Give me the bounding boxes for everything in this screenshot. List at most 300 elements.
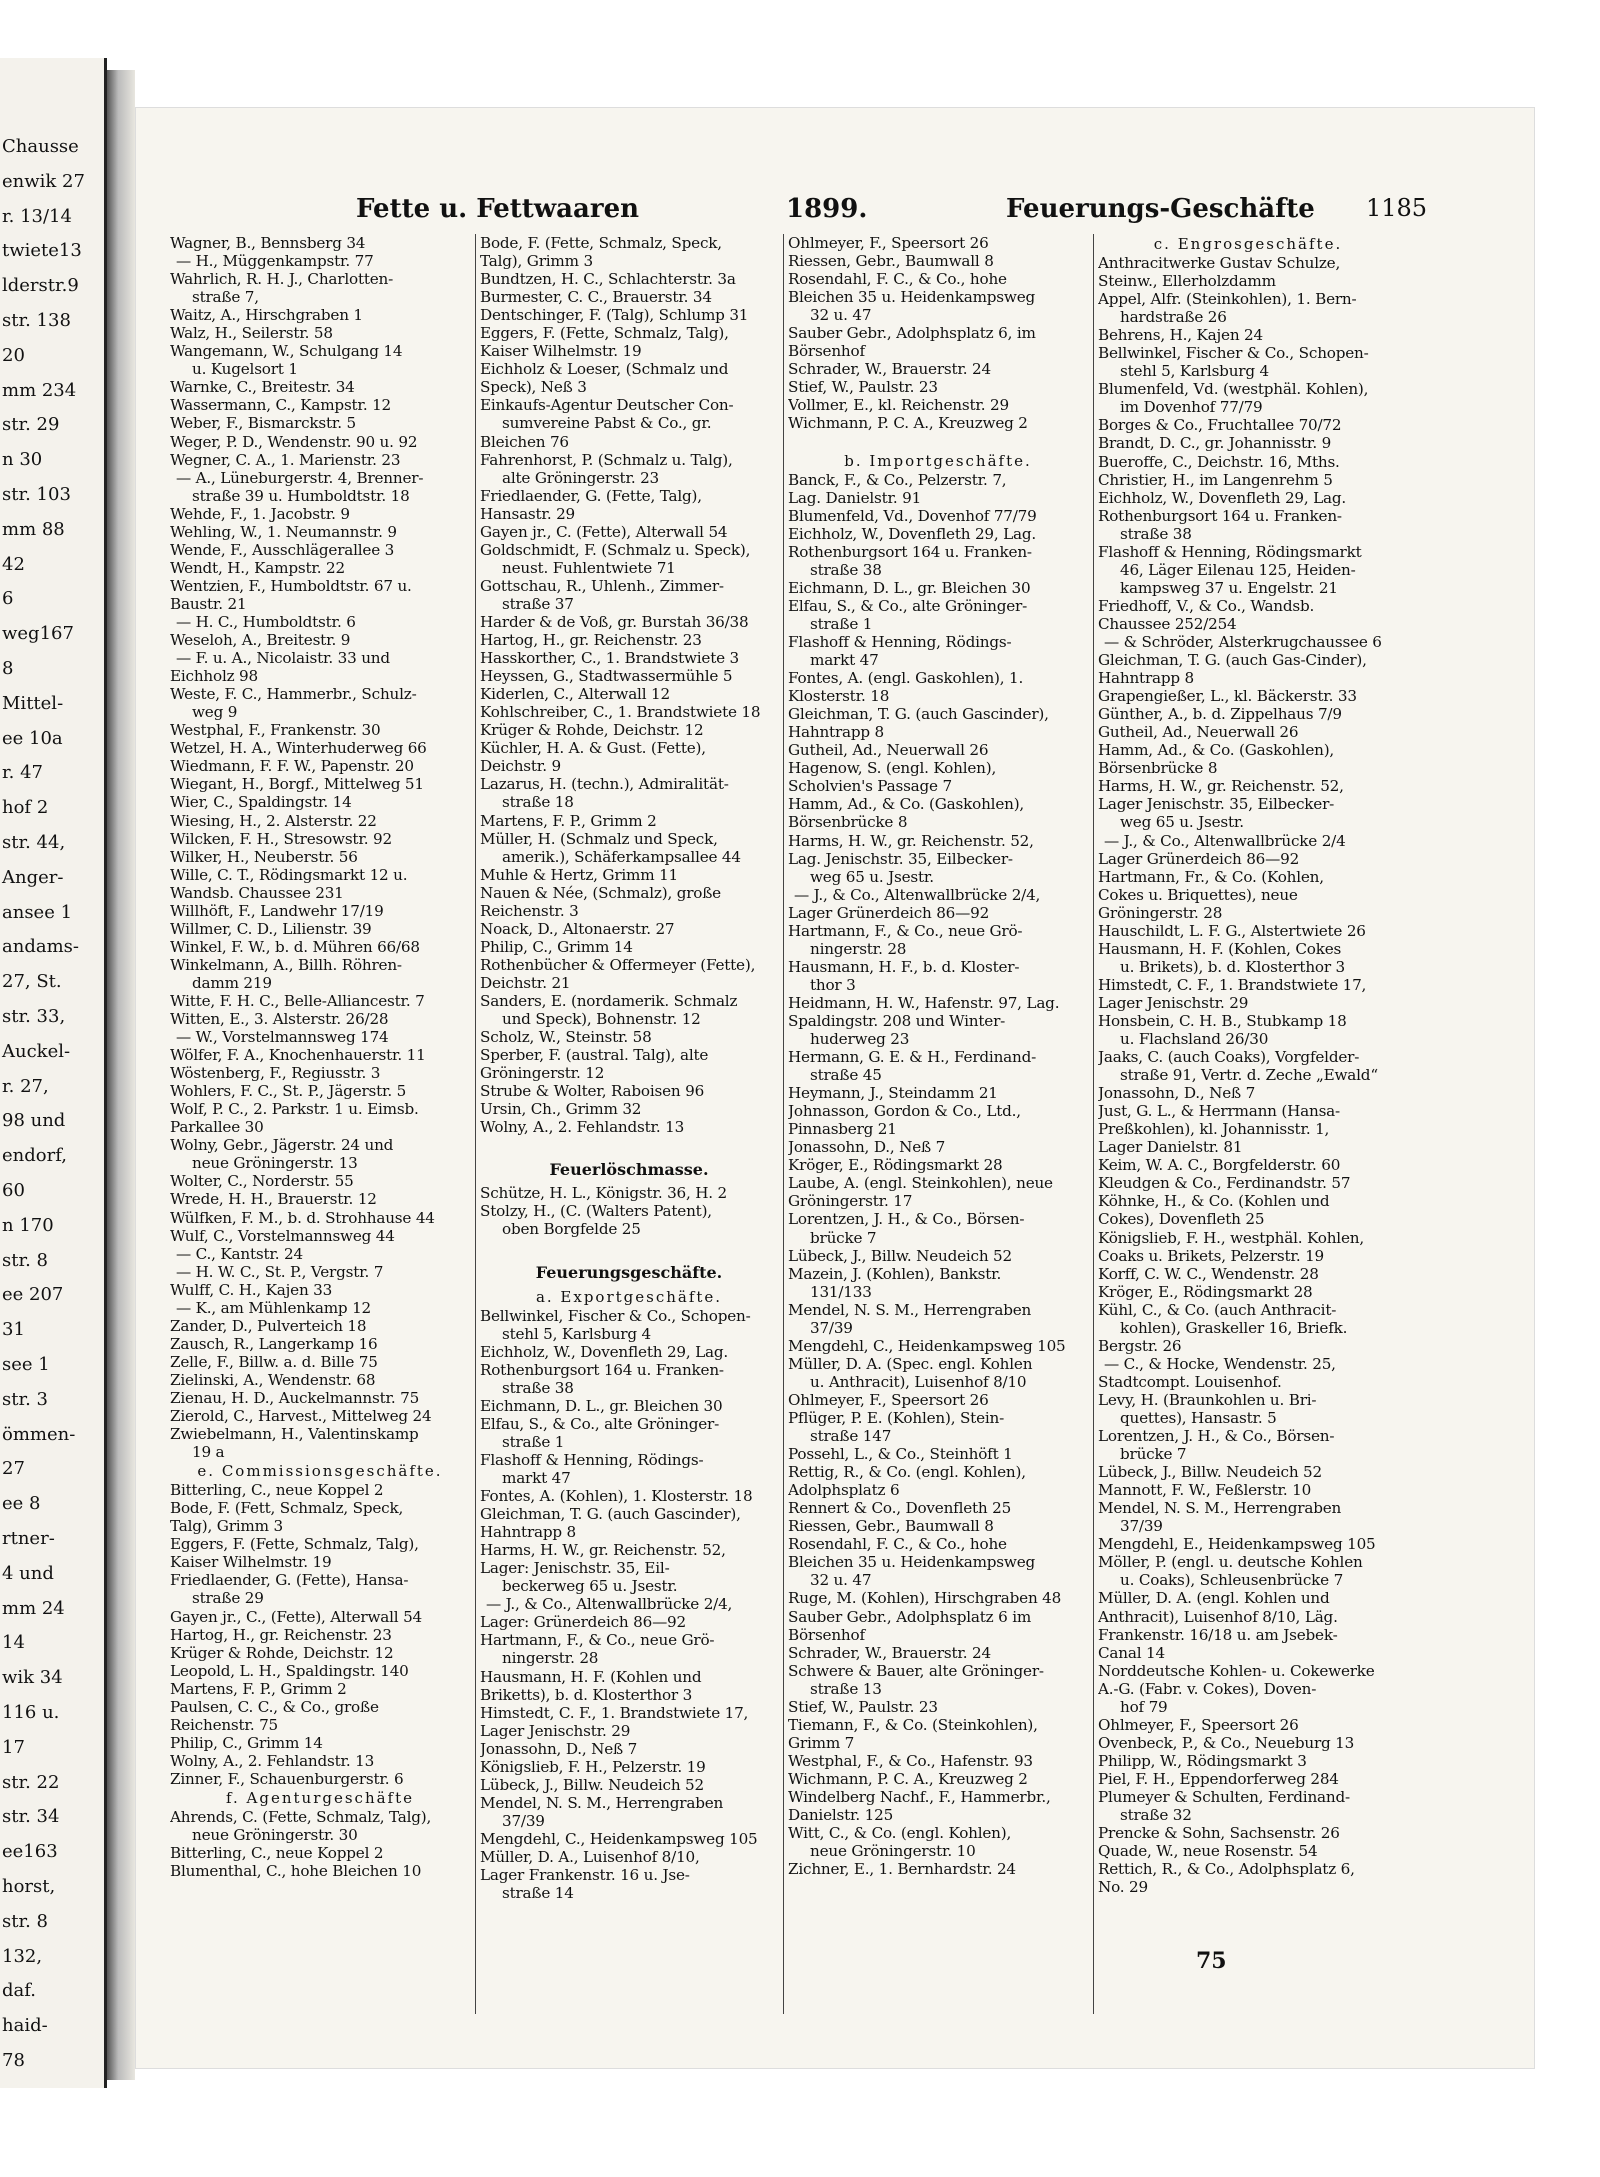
directory-entry: — C., Kantstr. 24	[176, 1244, 303, 1263]
directory-entry: Gutheil, Ad., Neuerwall 26	[788, 741, 989, 760]
directory-entry: Jonassohn, D., Neß 7	[1098, 1084, 1256, 1103]
left-strip-fragment: lderstr.9	[2, 275, 79, 297]
directory-entry: Lazarus, H. (techn.), Admiralität-	[480, 775, 729, 794]
directory-entry: straße 91, Vertr. d. Zeche „Ewald“	[1120, 1066, 1378, 1085]
directory-entry: A.-G. (Fabr. v. Cokes), Doven-	[1098, 1679, 1317, 1698]
directory-entry: Laube, A. (engl. Steinkohlen), neue	[788, 1174, 1053, 1193]
directory-entry: Wentzien, F., Humboldtstr. 67 u.	[170, 576, 412, 595]
directory-entry: Korff, C. W. C., Wendenstr. 28	[1098, 1264, 1319, 1283]
directory-entry: Schrader, W., Brauerstr. 24	[788, 1643, 991, 1662]
directory-entry: Krüger & Rohde, Deichstr. 12	[170, 1643, 394, 1662]
directory-entry: Rettig, R., & Co. (engl. Kohlen),	[788, 1463, 1026, 1482]
directory-entry: Wrede, H. H., Brauerstr. 12	[170, 1190, 377, 1209]
directory-entry: Bode, F. (Fett, Schmalz, Speck,	[170, 1499, 404, 1518]
directory-entry: Hartog, H., gr. Reichenstr. 23	[480, 631, 702, 650]
column-rule	[783, 234, 784, 2014]
left-strip-fragment: 60	[2, 1180, 25, 1201]
running-head	[136, 194, 1534, 234]
directory-entry: Friedhoff, V., & Co., Wandsb.	[1098, 596, 1315, 615]
directory-entry: Philip, C., Grimm 14	[480, 937, 633, 956]
directory-entry: neue Gröningerstr. 13	[192, 1154, 358, 1173]
directory-entry: Lübeck, J., Billw. Neudeich 52	[480, 1775, 704, 1794]
column-4	[1098, 234, 1398, 2034]
subsection-heading: b. Importgeschäfte.	[844, 451, 1032, 470]
directory-entry: Gröningerstr. 17	[788, 1192, 913, 1211]
directory-entry: Bleichen 35 u. Heidenkampsweg	[788, 288, 1036, 307]
left-strip-fragment: ee 8	[2, 1493, 41, 1515]
directory-entry: Briketts), b. d. Klosterthor 3	[480, 1685, 693, 1704]
year-label: 1899.	[786, 194, 868, 224]
directory-entry: Schwere & Bauer, alte Gröninger-	[788, 1661, 1044, 1680]
directory-entry: straße 38	[502, 1378, 574, 1397]
directory-entry: Elfau, S., & Co., alte Gröninger-	[480, 1414, 720, 1433]
directory-entry: Rothenburgsort 164 u. Franken-	[788, 542, 1032, 561]
directory-entry: Wiesing, H., 2. Alsterstr. 22	[170, 811, 377, 830]
directory-entry: Rosendahl, F. C., & Co., hohe	[788, 1535, 1007, 1554]
left-strip-fragment: 8	[2, 658, 14, 679]
directory-entry: Harms, H. W., gr. Reichenstr. 52,	[788, 831, 1034, 850]
directory-entry: Kohlschreiber, C., 1. Brandstwiete 18	[480, 703, 761, 722]
directory-entry: Cokes u. Briquettes), neue	[1098, 885, 1298, 904]
directory-entry: 19 a	[192, 1443, 225, 1462]
directory-entry: Just, G. L., & Herrmann (Hansa-	[1098, 1102, 1340, 1121]
directory-entry: Riessen, Gebr., Baumwall 8	[788, 1517, 994, 1536]
directory-entry: Hamm, Ad., & Co. (Gaskohlen),	[788, 795, 1025, 814]
directory-entry: Witt, C., & Co. (engl. Kohlen),	[788, 1824, 1012, 1843]
directory-entry: straße 32	[1120, 1806, 1192, 1825]
directory-entry: Willmer, C. D., Lilienstr. 39	[170, 919, 372, 938]
column-rule	[475, 234, 476, 2014]
directory-entry: Anthracit), Luisenhof 8/10, Läg.	[1098, 1607, 1338, 1626]
directory-entry: stehl 5, Karlsburg 4	[1120, 362, 1269, 381]
directory-entry: quettes), Hansastr. 5	[1120, 1409, 1277, 1427]
directory-entry: Kaiser Wilhelmstr. 19	[480, 342, 642, 361]
directory-entry: Ahrends, C. (Fette, Schmalz, Talg),	[170, 1807, 432, 1826]
directory-entry: Zielinski, A., Wendenstr. 68	[170, 1370, 376, 1389]
directory-entry: — C., & Hocke, Wendenstr. 25,	[1104, 1354, 1336, 1373]
directory-entry: neue Gröningerstr. 30	[192, 1826, 358, 1845]
directory-entry: Harder & de Voß, gr. Burstah 36/38	[480, 612, 749, 631]
directory-entry: Wichmann, P. C. A., Kreuzweg 2	[788, 1769, 1028, 1788]
directory-entry: Mengdehl, C., Heidenkampsweg 105	[480, 1829, 758, 1848]
left-strip-fragment: 132,	[2, 1945, 43, 1967]
directory-entry: Lübeck, J., Billw. Neudeich 52	[1098, 1463, 1322, 1482]
directory-entry: Müller, D. A. (engl. Kohlen und	[1098, 1589, 1330, 1608]
left-strip-fragment: str. 8	[2, 1910, 48, 1932]
directory-entry: sumvereine Pabst & Co., gr.	[502, 414, 712, 433]
left-strip-fragment: 31	[2, 1319, 25, 1341]
directory-entry: Wolny, A., 2. Fehlandstr. 13	[480, 1118, 685, 1137]
directory-entry: Mannott, F. W., Feßlerstr. 10	[1098, 1481, 1312, 1500]
directory-entry: Noack, D., Altonaerstr. 27	[480, 919, 675, 938]
directory-entry: Mendel, N. S. M., Herrengraben	[788, 1300, 1032, 1319]
directory-entry: Cokes), Dovenfleth 25	[1098, 1210, 1265, 1229]
directory-entry: Lager Jenischstr. 35, Eilbecker-	[1098, 795, 1335, 814]
directory-entry: Bergstr. 26	[1098, 1336, 1182, 1355]
left-strip-fragment: mm 88	[2, 518, 65, 540]
left-strip-fragment: 17	[2, 1736, 25, 1758]
directory-entry: Behrens, H., Kajen 24	[1098, 326, 1263, 345]
left-strip-fragment: ömmen-	[2, 1423, 76, 1445]
directory-entry: Anthracitwerke Gustav Schulze,	[1098, 254, 1341, 272]
directory-entry: und Speck), Bohnenstr. 12	[502, 1010, 701, 1029]
directory-entry: Weber, F., Bismarckstr. 5	[170, 414, 357, 433]
directory-entry: Muhle & Hertz, Grimm 11	[480, 865, 678, 884]
left-strip-fragment: str. 22	[2, 1771, 60, 1793]
directory-entry: Fontes, A. (Kohlen), 1. Klosterstr. 18	[480, 1487, 753, 1506]
directory-entry: Grimm 7	[788, 1733, 855, 1752]
directory-entry: Stief, W., Paulstr. 23	[788, 378, 938, 397]
left-strip-fragment: r. 13/14	[2, 205, 72, 227]
directory-entry: Wölfer, F. A., Knochenhauerstr. 11	[170, 1046, 426, 1065]
directory-entry: Parkallee 30	[170, 1118, 264, 1137]
directory-entry: Wulff, C. H., Kajen 33	[170, 1280, 333, 1299]
directory-entry: Canal 14	[1098, 1643, 1165, 1662]
directory-entry: Levy, H. (Braunkohlen u. Bri-	[1098, 1390, 1317, 1409]
directory-entry: Wahrlich, R. H. J., Charlotten-	[170, 270, 394, 289]
directory-entry: Frankenstr. 16/18 u. am Jsebek-	[1098, 1625, 1338, 1644]
directory-entry: Kröger, E., Rödingsmarkt 28	[788, 1156, 1003, 1175]
directory-entry: Eichholz 98	[170, 667, 258, 686]
directory-entry: Wetzel, H. A., Winterhuderweg 66	[170, 739, 427, 758]
directory-entry: Paulsen, C. C., & Co., große	[170, 1697, 379, 1716]
directory-entry: kohlen), Graskeller 16, Briefk.	[1120, 1318, 1348, 1337]
directory-entry: Possehl, L., & Co., Steinhöft 1	[788, 1445, 1013, 1464]
directory-entry: Bleichen 35 u. Heidenkampsweg	[788, 1553, 1036, 1572]
directory-entry: Himstedt, C. F., 1. Brandstwiete 17,	[480, 1703, 749, 1722]
directory-entry: Flashoff & Henning, Rödings-	[480, 1450, 704, 1469]
directory-entry: Klosterstr. 18	[788, 687, 890, 706]
directory-entry: Mendel, N. S. M., Herrengraben	[1098, 1499, 1342, 1518]
directory-entry: kampsweg 37 u. Engelstr. 21	[1120, 578, 1338, 597]
directory-entry: Wille, C. T., Rödingsmarkt 12 u.	[170, 865, 408, 884]
directory-entry: Lager Grünerdeich 86—92	[1098, 849, 1300, 868]
directory-entry: Grapengießer, L., kl. Bäckerstr. 33	[1098, 687, 1357, 706]
left-strip-fragment: 20	[2, 344, 25, 366]
left-strip-fragment: r. 27,	[2, 1075, 49, 1097]
directory-entry: Lager: Grünerdeich 86—92	[480, 1613, 686, 1632]
directory-entry: brücke 7	[1120, 1445, 1187, 1464]
directory-entry: Gröningerstr. 12	[480, 1064, 605, 1083]
directory-entry: Wendt, H., Kampstr. 22	[170, 558, 345, 577]
subsection-heading: a. Exportgeschäfte.	[535, 1287, 723, 1306]
directory-entry: Friedlaender, G. (Fette), Hansa-	[170, 1571, 409, 1590]
directory-entry: Gröningerstr. 28	[1098, 903, 1223, 922]
directory-entry: No. 29	[1098, 1878, 1148, 1897]
directory-entry: Wöstenberg, F., Regiusstr. 3	[170, 1064, 381, 1083]
directory-entry: Flashoff & Henning, Rödings-	[788, 632, 1012, 651]
left-strip-fragment: 27, St.	[2, 971, 62, 993]
directory-entry: u. Brikets), b. d. Klosterthor 3	[1120, 957, 1346, 976]
left-strip-fragment: 4 und	[2, 1562, 54, 1584]
directory-entry: Börsenhof	[788, 1625, 865, 1644]
directory-entry: Sauber Gebr., Adolphsplatz 6 im	[788, 1607, 1032, 1626]
left-strip-fragment: ee163	[2, 1841, 58, 1863]
directory-entry: Weseloh, A., Breitestr. 9	[170, 631, 351, 650]
left-strip-fragment: twiete13	[2, 240, 82, 262]
directory-entry: Kröger, E., Rödingsmarkt 28	[1098, 1282, 1313, 1301]
directory-entry: ningerstr. 28	[810, 939, 907, 958]
directory-entry: Stadtcompt. Louisenhof.	[1098, 1372, 1282, 1391]
directory-entry: — J., & Co., Altenwallbrücke 2/4,	[486, 1595, 733, 1614]
directory-entry: Wier, C., Spaldingstr. 14	[170, 793, 352, 812]
directory-entry: Adolphsplatz 6	[788, 1481, 900, 1500]
directory-entry: Reichenstr. 3	[480, 901, 579, 920]
left-strip-fragment: mm 24	[2, 1597, 65, 1619]
directory-entry: Börsenhof	[788, 342, 865, 361]
left-strip-fragment: ansee 1	[2, 901, 73, 923]
directory-entry: Eichmann, D. L., gr. Bleichen 30	[788, 578, 1031, 597]
directory-entry: weg 9	[192, 703, 238, 722]
directory-entry: Witten, E., 3. Alsterstr. 26/28	[170, 1010, 389, 1029]
column-rule	[1093, 234, 1094, 2014]
directory-entry: Hartmann, F., & Co., neue Grö-	[788, 921, 1023, 940]
directory-entry: Wehde, F., 1. Jacobstr. 9	[170, 504, 350, 523]
directory-entry: alte Gröningerstr. 23	[502, 468, 660, 487]
left-strip-fragment: str. 8	[2, 1249, 48, 1271]
directory-entry: Westphal, F., & Co., Hafenstr. 93	[788, 1751, 1033, 1770]
directory-entry: Rennert & Co., Dovenfleth 25	[788, 1499, 1012, 1518]
directory-entry: Rosendahl, F. C., & Co., hohe	[788, 270, 1007, 289]
directory-entry: straße 13	[810, 1679, 882, 1698]
directory-entry: Wohlers, F. C., St. P., Jägerstr. 5	[170, 1082, 407, 1101]
directory-entry: Kiderlen, C., Alterwall 12	[480, 685, 670, 704]
directory-entry: Zausch, R., Langerkamp 16	[170, 1334, 378, 1353]
directory-entry: Stolzy, H., (C. (Walters Patent),	[480, 1202, 712, 1221]
directory-entry: Sperber, F. (austral. Talg), alte	[480, 1046, 709, 1065]
directory-entry: Preßkohlen), kl. Johannisstr. 1,	[1098, 1120, 1330, 1139]
directory-entry	[480, 1239, 778, 1257]
left-strip-fragment: 78	[2, 2050, 25, 2071]
directory-entry: Möller, P. (engl. u. deutsche Kohlen	[1098, 1553, 1363, 1572]
directory-entry: Sauber Gebr., Adolphsplatz 6, im	[788, 324, 1036, 343]
directory-entry: markt 47	[502, 1469, 571, 1487]
directory-entry: Mendel, N. S. M., Herrengraben	[480, 1793, 724, 1812]
directory-entry: Wende, F., Ausschlägerallee 3	[170, 540, 395, 559]
directory-entry: brücke 7	[810, 1228, 877, 1247]
directory-entry: 46, Läger Eilenau 125, Heiden-	[1120, 560, 1356, 579]
left-strip-fragment: endorf,	[2, 1145, 67, 1167]
directory-entry: Mengdehl, E., Heidenkampsweg 105	[1098, 1535, 1376, 1554]
directory-entry: Schrader, W., Brauerstr. 24	[788, 360, 991, 379]
left-strip-fragment: mm 234	[2, 379, 77, 401]
directory-entry: Ursin, Ch., Grimm 32	[480, 1100, 642, 1119]
directory-entry: Hartmann, Fr., & Co. (Kohlen,	[1098, 867, 1324, 886]
directory-entry: Winkel, F. W., b. d. Mühren 66/68	[170, 937, 420, 956]
directory-entry: Gleichman, T. G. (auch Gascinder),	[480, 1505, 741, 1524]
directory-entry: Blumenfeld, Vd. (westphäl. Kohlen),	[1098, 380, 1369, 399]
directory-entry: Rettich, R., & Co., Adolphsplatz 6,	[1098, 1860, 1355, 1879]
left-strip-fragment: rtner-	[2, 1528, 55, 1549]
left-strip-fragment: enwik 27	[2, 170, 85, 192]
directory-entry: Günther, A., b. d. Zippelhaus 7/9	[1098, 705, 1342, 724]
left-strip-fragment: str. 138	[2, 310, 71, 331]
directory-entry: Mengdehl, C., Heidenkampsweg 105	[788, 1336, 1066, 1355]
directory-entry: Tiemann, F., & Co. (Steinkohlen),	[788, 1715, 1038, 1734]
directory-entry: Zander, D., Pulverteich 18	[170, 1316, 367, 1335]
directory-entry: Hartog, H., gr. Reichenstr. 23	[170, 1625, 392, 1644]
directory-entry: Köhnke, H., & Co. (Kohlen und	[1098, 1192, 1330, 1211]
directory-entry: Ohlmeyer, F., Speersort 26	[788, 234, 989, 252]
directory-entry: Hartmann, F., & Co., neue Grö-	[480, 1631, 715, 1650]
left-strip-fragment: str. 44,	[2, 832, 66, 853]
directory-entry: Eichholz, W., Dovenfleth 29, Lag.	[788, 524, 1037, 543]
directory-entry: — H. W. C., St. P., Vergstr. 7	[176, 1262, 384, 1281]
directory-entry	[788, 433, 1088, 451]
directory-entry: Kaiser Wilhelmstr. 19	[170, 1553, 332, 1572]
directory-entry: 37/39	[1120, 1517, 1163, 1536]
directory-entry	[480, 1136, 778, 1154]
left-strip-fragment: str. 3	[2, 1388, 48, 1410]
directory-entry: Hausmann, H. F. (Kohlen und	[480, 1667, 702, 1686]
directory-entry: Gleichman, T. G. (auch Gas-Cinder),	[1098, 651, 1367, 670]
left-page-strip	[0, 58, 107, 2088]
left-strip-fragment: wik 34	[2, 1667, 63, 1689]
directory-entry: Windelberg Nachf., F., Hammerbr.,	[788, 1787, 1051, 1806]
directory-entry: Flashoff & Henning, Rödingsmarkt	[1098, 542, 1362, 561]
directory-entry: 37/39	[502, 1811, 545, 1830]
directory-entry: Blumenthal, C., hohe Bleichen 10	[170, 1862, 422, 1881]
directory-entry: Lorentzen, J. H., & Co., Börsen-	[1098, 1427, 1335, 1446]
directory-entry: Bellwinkel, Fischer & Co., Schopen-	[1098, 344, 1369, 363]
directory-entry: stehl 5, Karlsburg 4	[502, 1324, 651, 1343]
directory-entry: Heidmann, H. W., Hafenstr. 97, Lag.	[788, 993, 1060, 1012]
left-strip-fragment: str. 103	[2, 484, 71, 505]
directory-entry: Einkaufs-Agentur Deutscher Con-	[480, 396, 734, 415]
directory-entry: Bode, F. (Fette, Schmalz, Speck,	[480, 234, 722, 252]
page-number: 1185	[1366, 194, 1428, 222]
directory-entry: Prencke & Sohn, Sachsenstr. 26	[1098, 1824, 1340, 1843]
directory-entry: Martens, F. P., Grimm 2	[170, 1679, 347, 1698]
directory-entry: — J., & Co., Altenwallbrücke 2/4,	[794, 885, 1041, 904]
directory-entry: Wiegant, H., Borgf., Mittelweg 51	[170, 775, 424, 794]
directory-entry: straße 37	[502, 594, 574, 613]
directory-entry: Weste, F. C., Hammerbr., Schulz-	[170, 685, 417, 704]
directory-entry: 131/133	[810, 1282, 872, 1301]
directory-entry: Kühl, C., & Co. (auch Anthracit-	[1098, 1300, 1337, 1319]
directory-entry: Eggers, F. (Fette, Schmalz, Talg),	[170, 1535, 419, 1554]
left-strip-fragment: n 170	[2, 1214, 54, 1236]
directory-entry: Deichstr. 21	[480, 973, 571, 992]
directory-entry: Himstedt, C. F., 1. Brandstwiete 17,	[1098, 975, 1367, 994]
directory-entry: Walz, H., Seilerstr. 58	[170, 324, 333, 343]
directory-entry: Küchler, H. A. & Gust. (Fette),	[480, 739, 706, 758]
directory-entry: Hahntrapp 8	[1098, 669, 1195, 688]
directory-entry: Westphal, F., Frankenstr. 30	[170, 721, 381, 740]
directory-entry: Leopold, L. H., Spaldingstr. 140	[170, 1661, 409, 1680]
directory-entry: Zwiebelmann, H., Valentinskamp	[170, 1425, 419, 1444]
directory-entry: Lager Jenischstr. 29	[1098, 993, 1249, 1012]
directory-entry: — F. u. A., Nicolaistr. 33 und	[176, 649, 390, 668]
left-strip-fragment: 27	[2, 1458, 25, 1480]
directory-entry: Warnke, C., Breitestr. 34	[170, 378, 355, 397]
directory-entry: Sanders, E. (nordamerik. Schmalz	[480, 991, 738, 1010]
directory-entry: Börsenbrücke 8	[1098, 759, 1218, 778]
directory-entry: Wolter, C., Norderstr. 55	[170, 1172, 354, 1191]
directory-entry: Rothenburgsort 164 u. Franken-	[1098, 506, 1342, 525]
directory-entry: Eichholz, W., Dovenfleth 29, Lag.	[480, 1342, 729, 1361]
directory-entry: Gleichman, T. G. (auch Gascinder),	[788, 705, 1049, 724]
left-strip-fragment: ee 10a	[2, 727, 63, 749]
directory-entry: Wolny, A., 2. Fehlandstr. 13	[170, 1751, 375, 1770]
directory-entry: Wulf, C., Vorstelmannsweg 44	[170, 1226, 395, 1245]
directory-entry: Wangemann, W., Schulgang 14	[170, 342, 403, 361]
directory-entry: Bitterling, C., neue Koppel 2	[170, 1844, 384, 1863]
directory-entry: straße 1	[502, 1432, 565, 1451]
directory-entry: Honsbein, C. H. B., Stubkamp 18	[1098, 1011, 1347, 1030]
left-strip-fragment: n 30	[2, 449, 43, 471]
directory-entry: Quade, W., neue Rosenstr. 54	[1098, 1842, 1318, 1861]
directory-entry: Talg), Grimm 3	[480, 252, 593, 271]
directory-entry: hardstraße 26	[1120, 308, 1227, 327]
directory-entry: — J., & Co., Altenwallbrücke 2/4	[1104, 831, 1346, 850]
left-strip-fragment: daf.	[2, 1980, 36, 2002]
directory-entry: Bellwinkel, Fischer & Co., Schopen-	[480, 1306, 751, 1325]
directory-entry: Hamm, Ad., & Co. (Gaskohlen),	[1098, 741, 1335, 760]
left-running-title: Fette u. Fettwaaren	[356, 194, 640, 224]
book-gutter	[107, 70, 135, 2080]
directory-entry: — W., Vorstelmannsweg 174	[176, 1028, 389, 1047]
directory-entry: Eichholz & Loeser, (Schmalz und	[480, 360, 729, 379]
directory-entry: markt 47	[810, 651, 879, 670]
directory-entry: Lager Danielstr. 81	[1098, 1138, 1243, 1157]
left-strip-fragment: horst,	[2, 1876, 56, 1897]
directory-entry: Jonassohn, D., Neß 7	[480, 1739, 638, 1758]
directory-entry: Ohlmeyer, F., Speersort 26	[1098, 1715, 1299, 1734]
column-1	[170, 234, 470, 2034]
directory-entry: Lager Jenischstr. 29	[480, 1721, 631, 1740]
directory-entry: Speck), Neß 3	[480, 378, 587, 397]
directory-entry: im Dovenhof 77/79	[1120, 398, 1263, 417]
directory-entry: straße 29	[192, 1589, 264, 1608]
directory-entry: Reichenstr. 75	[170, 1715, 279, 1734]
directory-entry: Hahntrapp 8	[788, 723, 885, 742]
directory-entry: Heyssen, G., Stadtwassermühle 5	[480, 667, 733, 686]
directory-entry: Bueroffe, C., Deichstr. 16, Mths.	[1098, 452, 1340, 471]
left-strip-fragment: Chausse	[2, 136, 79, 157]
directory-entry: Bitterling, C., neue Koppel 2	[170, 1481, 384, 1500]
directory-entry: Scholvien's Passage 7	[788, 777, 952, 796]
directory-entry: Gottschau, R., Uhlenh., Zimmer-	[480, 576, 724, 595]
directory-entry: 37/39	[810, 1318, 853, 1337]
directory-entry: neust. Fuhlentwiete 71	[502, 558, 676, 577]
directory-entry: Wolny, Gebr., Jägerstr. 24 und	[170, 1136, 394, 1155]
left-strip-fragment: str. 34	[2, 1806, 60, 1828]
directory-entry: Zienau, H. D., Auckelmannstr. 75	[170, 1389, 420, 1407]
directory-entry: Coaks u. Brikets, Pelzerstr. 19	[1098, 1246, 1325, 1265]
directory-entry: straße 38	[810, 560, 882, 579]
directory-entry: 32 u. 47	[810, 1571, 872, 1590]
left-strip-fragment: 42	[2, 553, 25, 575]
directory-entry: Wassermann, C., Kampstr. 12	[170, 396, 392, 415]
directory-entry: Waitz, A., Hirschgraben 1	[170, 306, 363, 325]
directory-entry: Johnasson, Gordon & Co., Ltd.,	[788, 1102, 1021, 1121]
left-strip-fragment: Auckel-	[2, 1040, 71, 1062]
directory-entry: Zelle, F., Billw. a. d. Bille 75	[170, 1352, 378, 1371]
directory-entry: Gayen jr., C. (Fette), Alterwall 54	[480, 522, 728, 541]
directory-entry: Philip, C., Grimm 14	[170, 1733, 323, 1752]
directory-entry: Banck, F., & Co., Pelzerstr. 7,	[788, 470, 1007, 489]
column-3	[788, 234, 1088, 2034]
directory-entry: Vollmer, E., kl. Reichenstr. 29	[788, 396, 1009, 415]
directory-entry: Hansastr. 29	[480, 504, 575, 523]
directory-entry: Mazein, J. (Kohlen), Bankstr.	[788, 1264, 1002, 1283]
directory-entry: Lag. Danielstr. 91	[788, 488, 922, 507]
directory-entry: Wülfken, F. M., b. d. Strohhause 44	[170, 1208, 435, 1227]
left-strip-fragment: str. 29	[2, 414, 60, 436]
directory-entry: Deichstr. 9	[480, 757, 561, 776]
left-strip-fragment: andams-	[2, 936, 79, 958]
